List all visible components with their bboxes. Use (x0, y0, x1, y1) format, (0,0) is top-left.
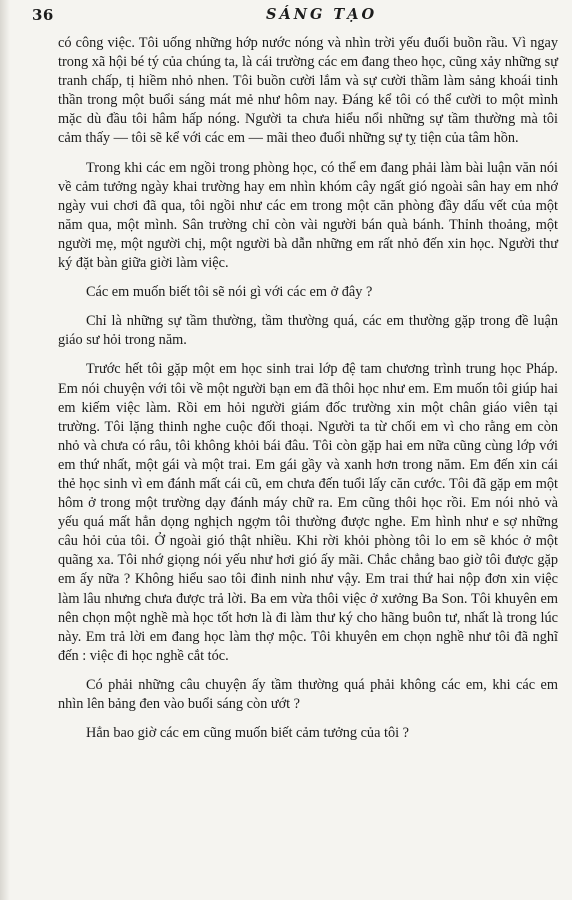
paragraph-continuation: có công việc. Tôi uống những hớp nước nóng và nhìn trời yếu đuối buồn rầu. Vì ngay trong xã hội bé tý của chúng ta, là cái trường các em đang theo học, cũng xảy những sự tranh chấp, tị hiềm nhỏ nhen. Tôi buồn cười lắm và sự cười thầm làm sảng khoái tinh thần trong một buổi sáng mát mẻ như hôm nay. Đáng kể tôi có thể cười to một mình mặc dù đầu tôi hâm hấp nóng. Người ta chưa hiểu nổi những sự tầm thường mà tôi cảm thấy — tôi sẽ kể với các em — mãi theo đuổi những sự tỵ tiện của tâm hồn. (58, 35, 558, 147)
page-header (32, 4, 558, 34)
page-number: 36 (32, 6, 54, 24)
paragraph-closing: Hẳn bao giờ các em cũng muốn biết cảm tưởng của tôi ? (86, 725, 409, 742)
body-text (58, 34, 558, 743)
paragraph-stories: Có phải những câu chuyện ấy tầm thường quá phải không các em, khi các em nhìn lên bảng đen vào buổi sáng còn ướt ? (58, 676, 558, 712)
paragraph-ordinary: Chỉ là những sự tầm thường, tầm thường quá, các em thường gặp trong đề luận giáo sư hỏi trong năm. (58, 313, 558, 349)
paragraph-classroom: Trong khi các em ngồi trong phòng học, có thể em đang phải làm bài luận văn nói về cảm tưởng ngày khai trường hay em nhìn khóm cây ngất gió ngoài sân hay em nhớ ngày vui chơi đã qua, tôi ngồi như các em trong một căn phòng đầy dấu vết của một năm qua, một mình. Sân trường chỉ còn vài người bán quà bánh. Thỉnh thoảng, một người mẹ, một người chị, một người bà dẫn những em rất nhỏ đến xin học. Người thư ký đặt bàn giữa giời làm việc. (58, 159, 558, 272)
running-title: SÁNG TẠO (266, 6, 378, 23)
paragraph-students: Trước hết tôi gặp một em học sinh trai lớp đệ tam chương trình trung học Pháp. Em nói chuyện với tôi về một người bạn em đã thôi học như em. Em muốn tôi giúp hai em kiếm việc làm. Rồi em hỏi người giám đốc trường xin một chân giáo viên tại trường. Tôi lặng thinh nghe cuộc đối thoại. Người ta từ chối em vì cho rằng em còn nhỏ và chưa có râu, tôi không khỏi bái đâu. Tôi còn gặp hai em nữa cũng cùng lớp với em thứ nhất, một gái và một trai. Em gái gầy và xanh hơn trong năm. Em đến xin cái thẻ học sinh vì em đánh mất cái cũ, em chưa đến tuổi lấy căn cước. Tôi đã gặp em một hôm ở trong một trường dạy đánh máy chữ ra. Em cũng thôi học rồi. Em nói nhỏ và yếu quá mất hẳn dọng nghịch ngợm tôi thường được nghe. Em hình như e sợ những câu hỏi của tôi. Ở ngoài gió thật nhiều. Khi rời khỏi phòng tôi lo em sẽ khóc ở một quãng xa. Tôi nhớ giọng nói yếu như hơi gió ấy mãi. Chắc chẳng bao giờ tôi được gặp em ấy nữa ? Không hiểu sao tôi đinh ninh như vậy. Em trai thứ hai nộp đơn xin việc làm lâu nhưng chưa được trả lời. Ba em vừa thôi việc ở xưởng Ba Son. Tôi khuyên em nên chọn một nghề mà học tốt hơn là đi làm thư ký cho hãng buôn tư, nhất là trong lúc này. Em trả lời em đang học làm thợ mộc. Tôi khuyên em chọn nghề như tôi đã nghĩ đến : việc đi học nghề cắt tóc. (58, 361, 558, 664)
paragraph-question: Các em muốn biết tôi sẽ nói gì với các em ở đây ? (86, 284, 373, 301)
